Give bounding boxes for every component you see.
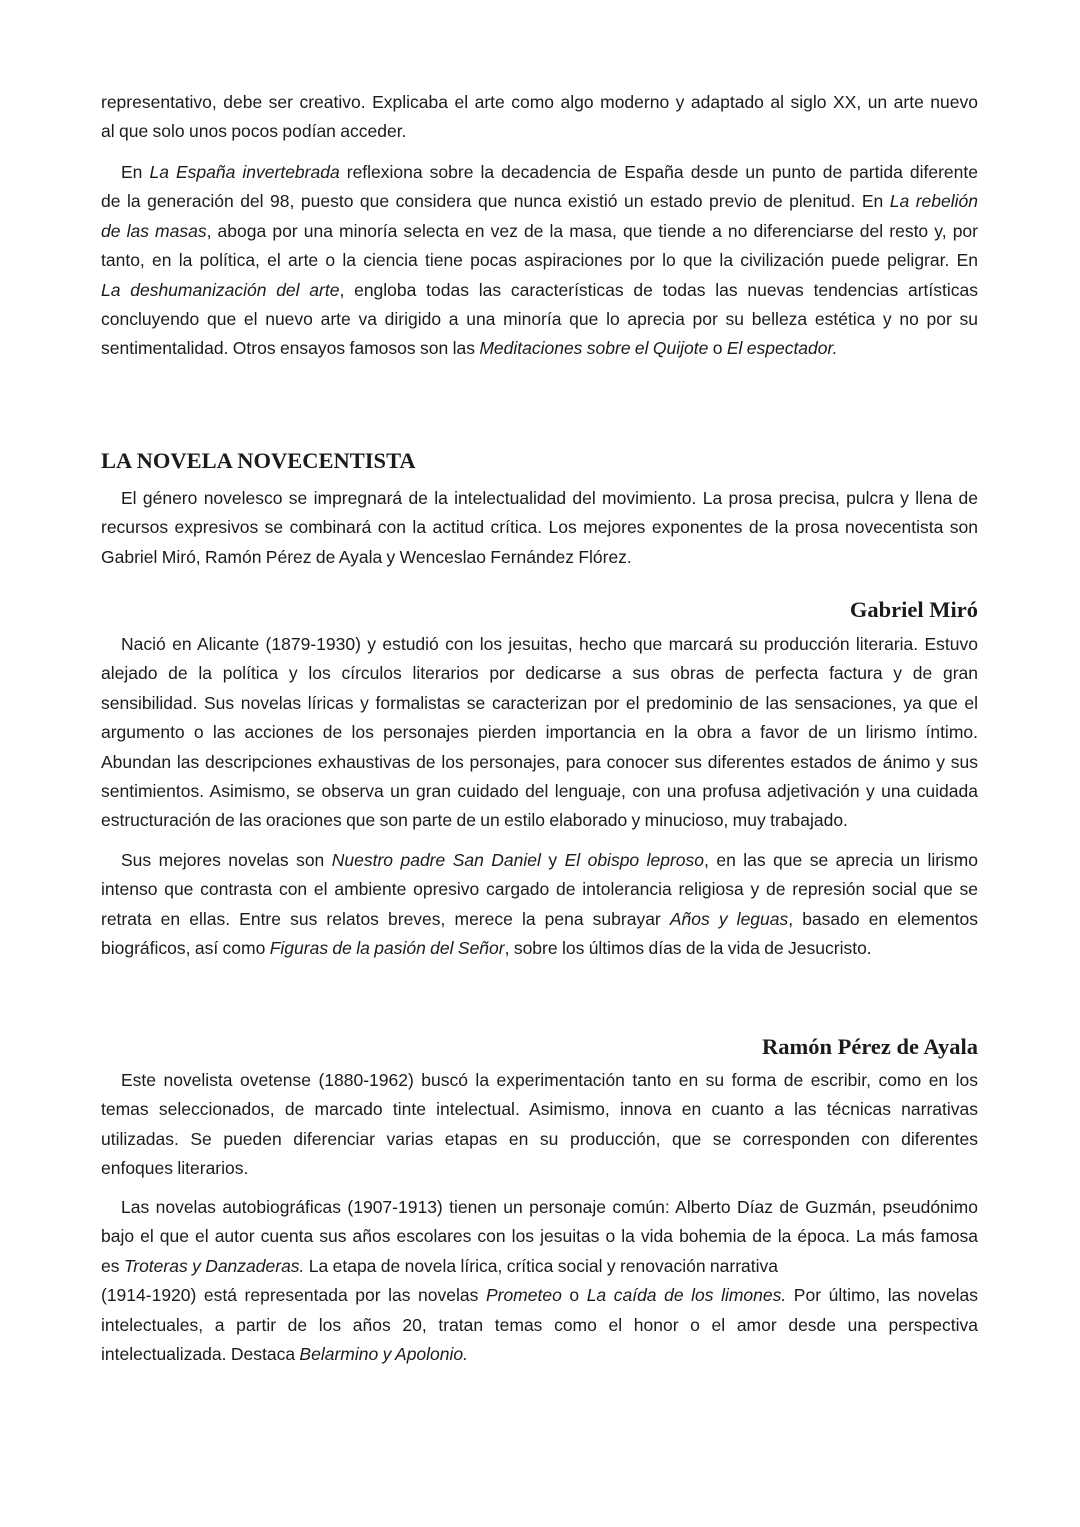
text-line [101,806,978,835]
text-line [101,1311,978,1340]
text-run: es [101,1255,124,1276]
text-line [101,334,978,363]
italic-title: La caída de los limones. [586,1285,787,1306]
paragraph [101,88,978,147]
italic-title: La España invertebrada [149,162,340,182]
text-run: intelectuales, a partir de los años 20, tratan temas como el honor o el amor desde una perspectiva [101,1314,978,1335]
text-line [101,217,978,246]
text-run: , sobre los últimos días de la vida de Jesucristo. [504,938,872,959]
paragraph [101,1066,978,1184]
text-line [101,117,978,146]
italic-title: El obispo leproso [564,850,705,870]
text-line [101,246,978,275]
text-run: , engloba todas las características de todas las nuevas tendencias artísticas [339,279,978,300]
text-run: reflexiona sobre la decadencia de España desde un punto de partida diferente [339,162,978,182]
paragraph [101,1193,978,1369]
italic-title: Meditaciones sobre el Quijote [479,338,709,359]
text-run: recursos expresivos se combinará con la actitud crítica. Los mejores exponentes de la prosa novecentista son [101,517,978,538]
section-heading: LA NOVELA NOVECENTISTA [101,448,416,473]
text-line [101,1066,978,1095]
text-line [101,187,978,216]
italic-title: de las masas [101,220,207,241]
italic-title: Años y leguas [669,908,789,929]
text-run: y [540,850,565,870]
text-run: Nació en Alicante (1879-1930) y estudió con los jesuitas, hecho que marcará su producción literaria. Estuvo [121,634,978,654]
text-run: (1914-1920) está representada por las novelas [101,1285,486,1306]
text-run: Gabriel Miró, Ramón Pérez de Ayala y Wenceslao Fernández Flórez. [101,546,632,567]
italic-title: Troteras y Danzaderas. [123,1255,305,1276]
text-run: concluyendo que el nuevo arte va dirigido a una minoría que lo aprecia por su belleza estética y no por su [101,308,978,329]
text-line [101,513,978,542]
text-line [101,158,978,187]
text-run: Sus mejores novelas son [121,850,332,870]
italic-title: La rebelión [889,191,978,212]
text-line [101,777,978,806]
author-heading: Gabriel Miró [849,597,978,622]
text-run: , en las que se aprecia un lirismo [704,850,978,870]
text-line [101,718,978,747]
text-run: intenso que contrasta con el ambiente opresivo cargado de intolerancia religiosa y de represión social que se [101,879,978,900]
text-run: retrata en ellas. Entre sus relatos breves, merece la pena subrayar [101,908,670,929]
text-line [101,1125,978,1154]
text-run: representativo, debe ser creativo. Explicaba el arte como algo moderno y adaptado al siglo XX, un arte nuevo [101,92,978,112]
text-line [101,748,978,777]
text-line [101,484,978,513]
text-run: temas seleccionados, de marcado tinte intelectual. Asimismo, innova en cuanto a las técnicas narrativas [101,1099,978,1120]
text-run: Las novelas autobiográficas (1907-1913) tienen un personaje común: Alberto Díaz de Guzmán, pseudónimo [121,1197,978,1217]
text-run: o [708,338,727,359]
italic-title: Figuras de la pasión del Señor [269,938,505,959]
text-line [101,1154,978,1183]
text-run: argumento o las acciones de los personajes pierden importancia en la obra a favor de un lirismo íntimo. [101,722,978,743]
author-heading: Ramón Pérez de Ayala [761,1034,978,1059]
text-line [101,846,978,875]
italic-title: Belarmino y Apolonio. [299,1343,469,1364]
paragraph [101,630,978,836]
text-run: sentimentalidad. Otros ensayos famosos son las [101,338,480,359]
italic-title: El espectador. [726,338,838,359]
text-run: o [561,1285,587,1306]
text-run: de la generación del 98, puesto que considera que nunca existió un estado previo de plenitud. En [101,191,890,212]
text-line [101,1193,978,1222]
italic-title: La deshumanización del arte [101,279,340,300]
text-line [101,875,978,904]
text-run: biográficos, así como [101,938,270,959]
text-line [101,659,978,688]
text-run: Abundan las descripciones exhaustivas de los personajes, para conocer sus diferentes estados de ánimo y sus [101,751,978,772]
text-run: utilizadas. Se pueden diferenciar varias etapas en su producción, que se corresponden con diferentes [101,1128,978,1149]
text-run: El género novelesco se impregnará de la intelectualidad del movimiento. La prosa precisa, pulcra y llena de [121,488,978,508]
text-line [101,1281,978,1310]
text-run: sensibilidad. Sus novelas líricas y formalistas se caracterizan por el predominio de las sensaciones, ya que el [101,692,978,713]
text-run: La etapa de novela lírica, crítica social y renovación narrativa [304,1255,779,1276]
text-line [101,88,978,117]
italic-title: Nuestro padre San Daniel [331,850,541,870]
paragraph [101,846,978,964]
text-line [101,1095,978,1124]
text-run: , basado en elementos [788,908,979,929]
text-run: En [121,162,150,182]
text-line [101,276,978,305]
italic-title: Prometeo [485,1285,562,1306]
text-line [101,305,978,334]
text-run: Por último, las novelas [786,1285,978,1306]
text-run: alejado de la política y los círculos literarios por dedicarse a sus obras de perfecta factura y de gran [101,663,978,684]
text-line [101,630,978,659]
text-run: al que solo unos pocos podían acceder. [101,121,407,142]
text-line [101,934,978,963]
text-run: bajo el que el autor cuenta sus años escolares con los jesuitas o la vida bohemia de la época. La más famosa [101,1226,978,1247]
text-line [101,1252,978,1281]
text-line [101,1340,978,1369]
text-run: tanto, en la política, el arte o la ciencia tiene pocas aspiraciones por lo que la civilización puede peligrar. En [101,250,978,271]
text-line [101,543,978,572]
text-line [101,1222,978,1251]
text-run: intelectualizada. Destaca [101,1343,300,1364]
paragraph [101,484,978,572]
text-run: Este novelista ovetense (1880-1962) buscó la experimentación tanto en su forma de escribir, como en los [121,1070,978,1090]
text-run: estructuración de las oraciones que son parte de un estilo elaborado y minucioso, muy trabajado. [101,810,848,831]
text-run: sentimientos. Asimismo, se observa un gran cuidado del lenguaje, con una profusa adjetivación y una cuidada [101,780,978,801]
text-line [101,905,978,934]
text-line [101,689,978,718]
text-run: enfoques literarios. [101,1158,249,1179]
text-run: , aboga por una minoría selecta en vez de la masa, que tiende a no diferenciarse del resto y, por [206,220,978,241]
paragraph [101,158,978,364]
